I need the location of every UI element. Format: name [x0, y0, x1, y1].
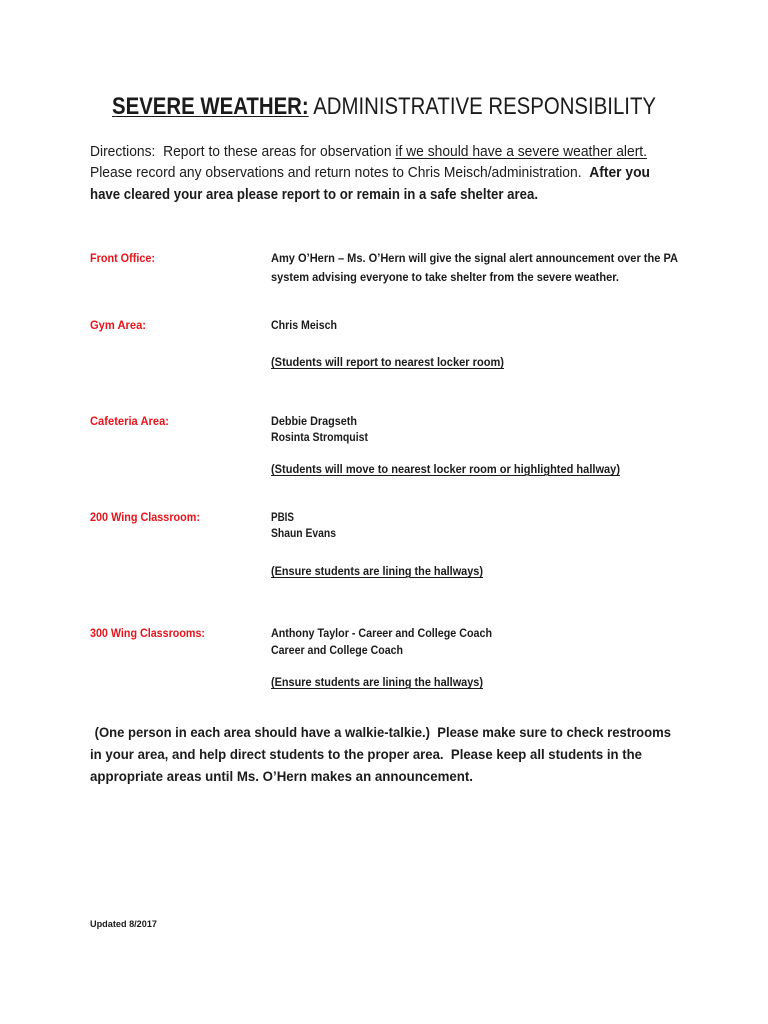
gym-staff-name: Chris Meisch [271, 318, 337, 332]
cafeteria-staff-name-1: Debbie Dragseth [271, 414, 357, 428]
closing-line-2: in your area, and help direct students to the proper area. Please keep all students in the [90, 746, 642, 762]
cafeteria-student-instruction: (Students will move to nearest locker room or highlighted hallway) [271, 462, 620, 476]
300-wing-staff-name-2: Career and College Coach [271, 643, 403, 657]
directions-shelter-emphasis-start: After you [589, 164, 650, 181]
directions-text: Directions: Report to these areas for observation [90, 143, 396, 160]
closing-line-1: (One person in each area should have a walkie-talkie.) Please make sure to check restrooms [91, 724, 671, 740]
document-title [112, 95, 656, 119]
gym-student-instruction: (Students will report to nearest locker room) [271, 355, 504, 369]
300-wing-staff-name-1: Anthony Taylor - Career and College Coach [271, 626, 492, 640]
area-label-300-wing: 300 Wing Classrooms: [90, 626, 205, 640]
area-label-cafeteria: Cafeteria Area: [90, 414, 169, 428]
front-office-assignment: Amy O’Hern – Ms. O’Hern will give the signal alert announcement over the PA [271, 251, 678, 265]
directions-line-2 [90, 165, 650, 180]
closing-line-3: appropriate areas until Ms. O’Hern makes an announcement. [90, 768, 473, 784]
300-wing-student-instruction: (Ensure students are lining the hallways) [271, 675, 483, 689]
cafeteria-staff-name-2: Rosinta Stromquist [271, 430, 368, 444]
directions-alert-condition: if we should have a severe weather alert. [395, 143, 647, 160]
area-label-gym: Gym Area: [90, 318, 146, 332]
directions-line-3: have cleared your area please report to or remain in a safe shelter area. [90, 186, 538, 203]
200-wing-student-instruction: (Ensure students are lining the hallways) [271, 564, 483, 578]
area-label-front-office: Front Office: [90, 251, 155, 265]
directions-record-text: Please record any observations and return notes to Chris Meisch/administration. [90, 164, 590, 181]
title-emphasis: SEVERE WEATHER: [112, 93, 309, 120]
front-office-assignment-continued: system advising everyone to take shelter from the severe weather. [271, 270, 619, 284]
200-wing-staff-name-1: PBIS [271, 510, 294, 524]
area-label-200-wing: 200 Wing Classroom: [90, 510, 200, 524]
directions-line-1 [90, 144, 647, 159]
title-text: ADMINISTRATIVE RESPONSIBILITY [308, 93, 656, 120]
updated-date-footer: Updated 8/2017 [90, 919, 157, 929]
200-wing-staff-name-2: Shaun Evans [271, 526, 336, 540]
